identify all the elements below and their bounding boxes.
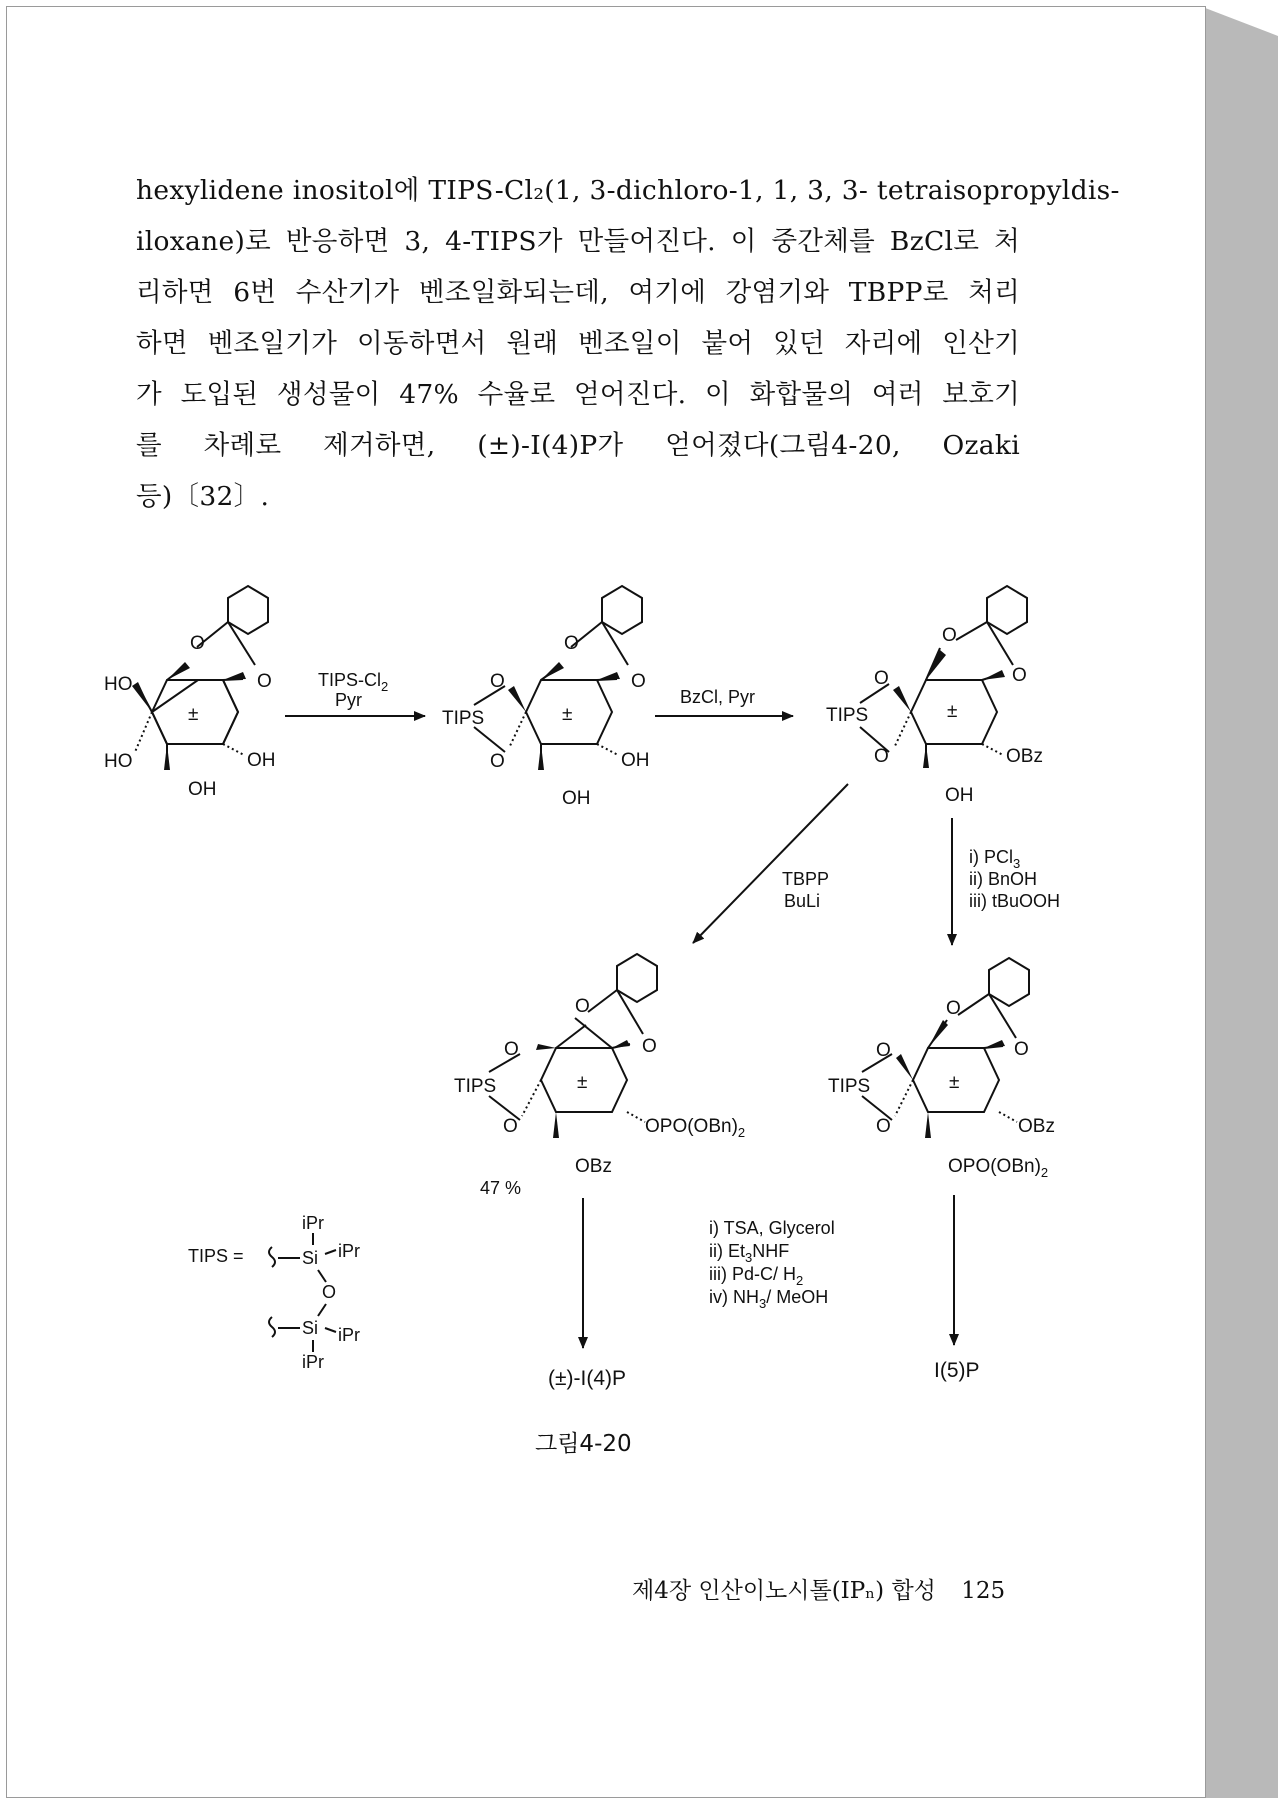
hash-bond (223, 744, 244, 755)
reagent-label: TIPS-$Cl_2$ (318, 670, 389, 694)
paragraph-line: 가 도입된 생성물이 47% 수율로 얻어진다. 이 화합물의 여러 보호기 (136, 379, 1020, 410)
oxygen-label: O (874, 746, 889, 767)
racemic-label: ± (562, 704, 573, 725)
silicon-label: Si (302, 1318, 319, 1338)
oxygen-label: O (942, 625, 957, 646)
reagent-label: i) TSA, Glycerol (709, 1218, 835, 1238)
oxygen-label: O (946, 998, 961, 1019)
page-footer (632, 1572, 1005, 1605)
oxygen-label: O (490, 671, 505, 692)
page-number: 125 (961, 1578, 1006, 1604)
silicon-label: Si (302, 1248, 319, 1268)
oxygen-label: O (876, 1116, 891, 1137)
reagent-label: iii) Pd-C/ $H_2$ (709, 1264, 804, 1288)
ipr-label: iPr (302, 1213, 324, 1233)
reagent-label: ii) BnOH (969, 869, 1038, 889)
cyclohexane-ring (987, 586, 1027, 634)
wedge-bond (132, 682, 152, 712)
oxygen-label: O (322, 1282, 337, 1302)
ipr-label: iPr (302, 1352, 324, 1372)
final-product-label: (±)-I(4)P (548, 1367, 627, 1390)
reagent-label: BzCl, Pyr (680, 687, 756, 707)
oxygen-label: O (631, 671, 646, 692)
reagent-label: TBPP (782, 869, 830, 889)
benzoate-label: OBz (1006, 746, 1043, 767)
phosphate-label: $OPO(OBn)_2$ (948, 1156, 1049, 1180)
tips-label: TIPS (826, 705, 869, 726)
tips-label: TIPS (442, 708, 485, 729)
hash-bond (135, 712, 152, 752)
tips-equals-label: TIPS = (188, 1246, 244, 1266)
cyclohexane-ring (602, 586, 642, 634)
oxygen-label: O (190, 633, 205, 654)
chapter-title: 제4장 인산이노시톨(IPₙ) 합성 (632, 1578, 936, 1604)
cyclohexane-ring (989, 958, 1029, 1006)
racemic-label: ± (577, 1072, 588, 1093)
reagent-label: i) PCl$_3$ (969, 847, 1021, 871)
wedge-bond (164, 744, 170, 770)
oxygen-label: O (1014, 1039, 1029, 1060)
product-right-structure (862, 958, 1029, 1120)
racemic-label: ± (949, 1072, 960, 1093)
oxygen-label: O (490, 751, 505, 772)
hydroxyl-label: OH (188, 779, 217, 800)
oxygen-label: O (874, 668, 889, 689)
reagent-label: ii) $Et_3NHF$ (709, 1241, 790, 1265)
yield-label: 47 % (480, 1178, 522, 1198)
figure-caption: 그림4-20 (535, 1431, 632, 1457)
paragraph-line: 를 차례로 제거하면, (±)-I(4)P가 얻어졌다(그림4-20, Ozaki (136, 430, 1020, 461)
paragraph-line: iloxane)로 반응하면 3, 4-TIPS가 만들어진다. 이 중간체를 BzCl로 처 (136, 226, 1020, 257)
racemic-label: ± (188, 704, 199, 725)
benzoate-label: OBz (575, 1156, 612, 1177)
oxygen-label: O (257, 671, 272, 692)
reaction-arrow (693, 784, 848, 943)
hydroxyl-label: OH (945, 785, 974, 806)
hydroxyl-label: OH (247, 750, 276, 771)
starting-material-structure (140, 586, 268, 770)
paragraph-line: 리하면 6번 수산기가 벤조일화되는데, 여기에 강염기와 TBPP로 처리 (136, 277, 1020, 308)
hydroxyl-label: OH (562, 788, 591, 809)
paragraph-line: 하면 벤조일기가 이동하면서 원래 벤조일이 붙어 있던 자리에 인산기 (136, 328, 1020, 359)
final-product-label: I(5)P (934, 1359, 980, 1382)
wedge-bond (223, 672, 246, 680)
phosphate-label: $OPO(OBn)_2$ (645, 1116, 746, 1140)
oxygen-label: O (564, 633, 579, 654)
reagent-label: iv) $NH_3/$ MeOH (709, 1287, 829, 1311)
tips-label: TIPS (828, 1076, 871, 1097)
oxygen-label: O (503, 1116, 518, 1137)
wedge-bond (167, 662, 190, 680)
tips-definition (188, 1213, 360, 1372)
benzoate-label: OBz (1018, 1116, 1055, 1137)
oxygen-label: O (876, 1040, 891, 1061)
oxygen-label: O (1012, 665, 1027, 686)
oxygen-label: O (642, 1036, 657, 1057)
cyclohexane-ring (228, 586, 268, 634)
hydroxyl-label: HO (104, 751, 133, 772)
oxygen-label: O (504, 1039, 519, 1060)
oxygen-label: O (575, 996, 590, 1017)
hydroxyl-label: HO (104, 674, 133, 695)
product-left-structure (489, 954, 657, 1120)
tips-label: TIPS (454, 1076, 497, 1097)
paragraph-line: 등)〔32〕. (136, 481, 270, 512)
racemic-label: ± (947, 701, 958, 722)
paragraph-line: hexylidene inositol에 TIPS-Cl₂(1, 3-dichloro-1, 1, 3, 3- tetraisopropyldis- (136, 175, 1120, 206)
hydroxyl-label: OH (621, 750, 650, 771)
cyclohexane-ring (617, 954, 657, 1002)
ipr-label: iPr (338, 1325, 360, 1345)
ipr-label: iPr (338, 1241, 360, 1261)
reagent-label: iii) tBuOOH (969, 891, 1061, 911)
reagent-label: Pyr (335, 690, 362, 710)
reagent-label: BuLi (784, 891, 821, 911)
